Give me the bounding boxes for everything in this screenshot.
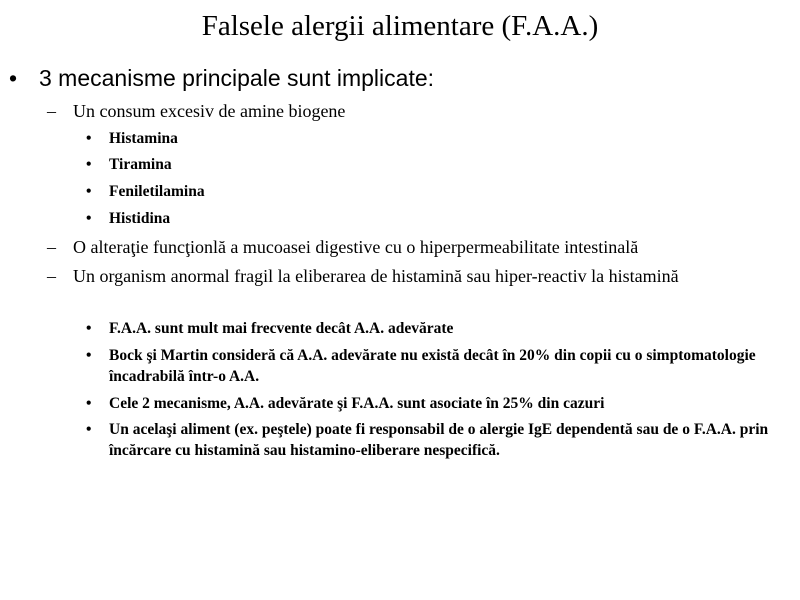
bullet-icon: •	[86, 395, 92, 412]
list-item	[86, 181, 791, 202]
list-item-text: 3 mecanisme principale sunt implicate:	[39, 65, 435, 91]
list-item	[86, 318, 791, 339]
list-item	[86, 419, 791, 461]
list-item-text: Cele 2 mecanisme, A.A. adevărate şi F.A.A. sunt asociate în 25% din cazuri	[109, 395, 605, 412]
list-item-text: Histidina	[109, 210, 171, 227]
bullet-icon: •	[9, 65, 18, 91]
bullet-icon: •	[86, 421, 92, 438]
list-item	[86, 345, 791, 387]
list-item-text: Un consum excesiv de amine biogene	[73, 101, 346, 121]
list-item-text: F.A.A. sunt mult mai frecvente decât A.A. adevărate	[109, 320, 454, 337]
list-item-text: Bock şi Martin consideră că A.A. adevărate nu există decât în 20% din copii cu o simptomatologie încadrabilă într-o A.A.	[109, 347, 756, 385]
slide-title: Falsele alergii alimentare (F.A.A.)	[201, 10, 599, 42]
list-item-text: Feniletilamina	[109, 183, 205, 200]
bullet-icon: •	[86, 130, 92, 147]
dash-bullet-icon: –	[47, 237, 56, 257]
list-item-text: O alteraţie funcţionlă a mucoasei digestive cu o hiperpermeabilitate intestinală	[73, 237, 639, 257]
list-item	[86, 154, 791, 175]
list-item	[86, 393, 791, 414]
bullet-icon: •	[86, 183, 92, 200]
dash-bullet-icon: –	[47, 101, 56, 121]
bullet-icon: •	[86, 210, 92, 227]
list-item	[47, 236, 792, 258]
list-item	[47, 100, 792, 122]
bullet-icon: •	[86, 156, 92, 173]
list-item-text: Un organism anormal fragil la eliberarea de histamină sau hiper-reactiv la histamină	[73, 266, 679, 286]
list-item-text: Histamina	[109, 130, 178, 147]
list-item	[86, 128, 791, 149]
bullet-icon: •	[86, 320, 92, 337]
dash-bullet-icon: –	[47, 266, 56, 286]
list-item	[86, 208, 791, 229]
bullet-icon: •	[86, 347, 92, 364]
list-item	[47, 265, 737, 287]
list-item-text: Un acelaşi aliment (ex. peştele) poate fi responsabil de o alergie IgE dependentă sau de o F.A.A. prin încărcare cu histamină sau histamino-eliberare nespecifică.	[109, 421, 769, 459]
list-item-text: Tiramina	[109, 156, 172, 173]
